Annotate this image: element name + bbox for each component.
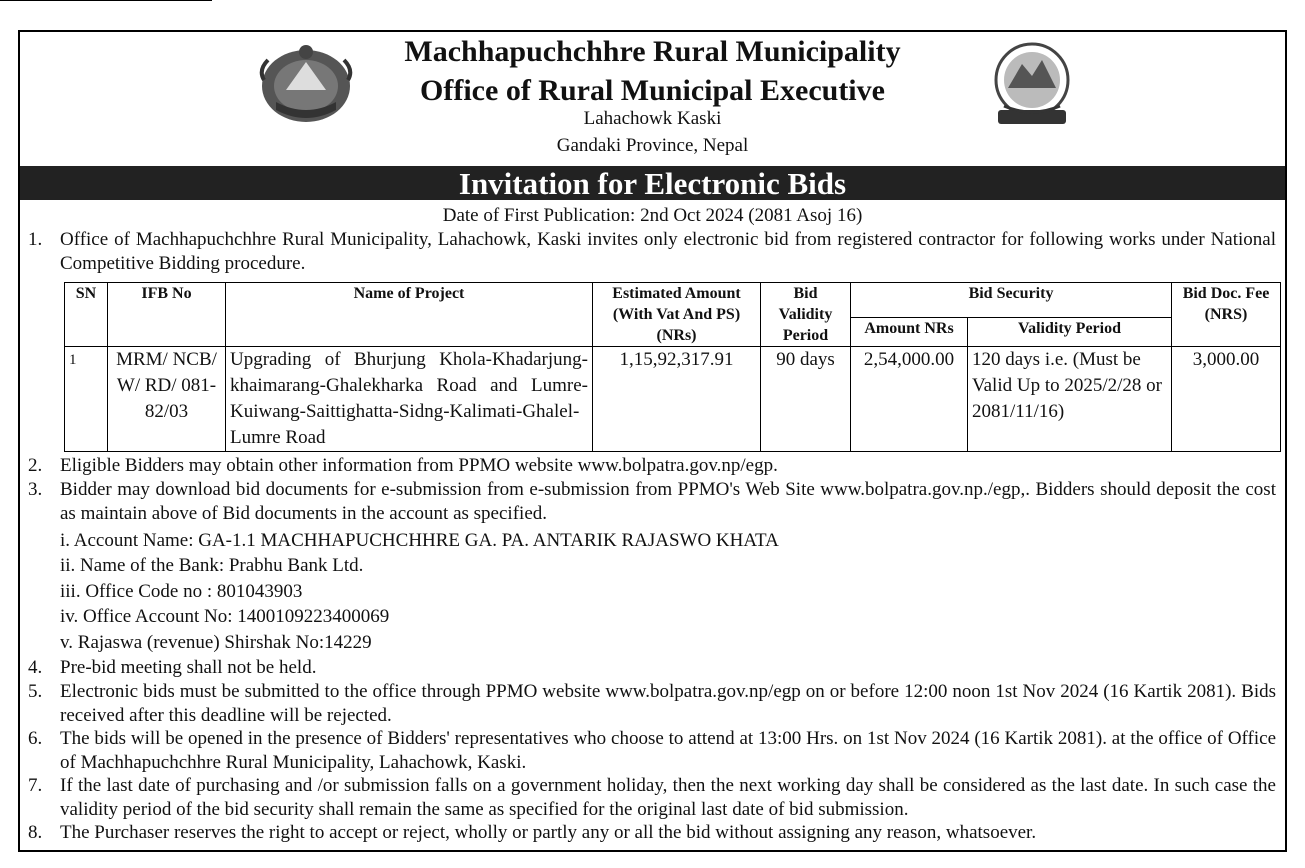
address-line-1: Lahachowk Kaski <box>583 108 722 129</box>
header-security: Bid Security <box>851 283 1172 318</box>
account-name: i. Account Name: GA-1.1 MACHHAPUCHCHHRE GA. PA. ANTARIK RAJASWO KHATA <box>60 530 779 551</box>
cell-ifb: MRM/ NCB/ W/ RD/ 081-82/03 <box>108 347 226 452</box>
item-number: 6. <box>28 728 43 749</box>
notice-frame <box>18 30 1287 852</box>
item-text: Eligible Bidders may obtain other information from PPMO website www.bolpatra.gov.np/egp. <box>60 455 778 476</box>
table-row <box>65 347 1281 452</box>
revenue-heading-number: v. Rajaswa (revenue) Shirshak No:14229 <box>60 632 372 653</box>
header-security-validity: Validity Period <box>968 318 1172 347</box>
header <box>20 32 1285 168</box>
bids-table <box>64 282 1281 452</box>
cell-fee: 3,000.00 <box>1172 347 1281 452</box>
cell-estimate: 1,15,92,317.91 <box>593 347 761 452</box>
item-number: 1. <box>28 229 43 250</box>
item-number: 8. <box>28 822 43 843</box>
item-number: 4. <box>28 657 43 678</box>
office-account-number: iv. Office Account No: 1400109223400069 <box>60 606 390 627</box>
municipality-name: Machhapuchchhre Rural Municipality <box>404 35 901 68</box>
office-code: iii. Office Code no : 801043903 <box>60 581 303 602</box>
item-number: 5. <box>28 681 43 702</box>
header-estimate: Estimated Amount (With Vat And PS) (NRs) <box>593 283 761 347</box>
item-text: Electronic bids must be submitted to the office through PPMO website www.bolpatra.gov.np/egp on or before 12:00 noon 1st Nov 2024 (16 Kartik 2081). Bids received after this deadline will be rejected. <box>60 681 1276 726</box>
item-number: 7. <box>28 775 43 796</box>
header-ifb: IFB No <box>108 283 226 347</box>
cell-security-validity: 120 days i.e. (Must be Valid Up to 2025/2/28 or 2081/11/16) <box>968 347 1172 452</box>
cell-sn: 1 <box>65 347 108 452</box>
item-text: Office of Machhapuchchhre Rural Municipality, Lahachowk, Kaski invites only electronic bid from registered contractor for following works under National Competitive Bidding procedure. <box>60 229 1276 274</box>
item-number: 2. <box>28 455 43 476</box>
cell-project: Upgrading of Bhurjung Khola-Khadarjung-khaimarang-Ghalekharka Road and Lumre-Kuiwang-Saittighatta-Sidng-Kalimati-Ghalel-Lumre Road <box>226 347 593 452</box>
item-text: Bidder may download bid documents for e-submission from e-submission from PPMO's Web Site www.bolpatra.gov.np./egp,. Bidders should deposit the cost as maintain above of Bid documents in the account as specified. <box>60 479 1276 524</box>
header-validity: Bid Validity Period <box>761 283 851 347</box>
address-line-2: Gandaki Province, Nepal <box>556 135 749 156</box>
header-sn: SN <box>65 283 108 347</box>
top-rule <box>0 0 212 1</box>
header-security-amount: Amount NRs <box>851 318 968 347</box>
item-text: Pre-bid meeting shall not be held. <box>60 657 317 678</box>
notice-title: Invitation for Electronic Bids <box>458 166 847 201</box>
item-text: The Purchaser reserves the right to accept or reject, wholly or partly any or all the bid without assigning any reason, whatsoever. <box>60 822 1037 843</box>
cell-validity: 90 days <box>761 347 851 452</box>
header-project: Name of Project <box>226 283 593 347</box>
publication-date: Date of First Publication: 2nd Oct 2024 (2081 Asoj 16) <box>442 205 863 226</box>
office-name: Office of Rural Municipal Executive <box>420 74 885 107</box>
cell-security-amount: 2,54,000.00 <box>851 347 968 452</box>
item-text: The bids will be opened in the presence of Bidders' representatives who choose to attend at 13:00 Hrs. on 1st Nov 2024 (16 Kartik 2081). at the office of Office of Machhapuchchhre Rural Municipality, Lahachowk, Kaski. <box>60 728 1276 773</box>
item-text: If the last date of purchasing and /or submission falls on a government holiday, then the next working day shall be considered as the last date. In such case the validity period of the bid security shall remain the same as specified for the original last date of bid submission. <box>60 775 1276 820</box>
bank-name: ii. Name of the Bank: Prabhu Bank Ltd. <box>60 555 364 576</box>
item-number: 3. <box>28 479 43 500</box>
header-fee: Bid Doc. Fee (NRS) <box>1172 283 1281 347</box>
